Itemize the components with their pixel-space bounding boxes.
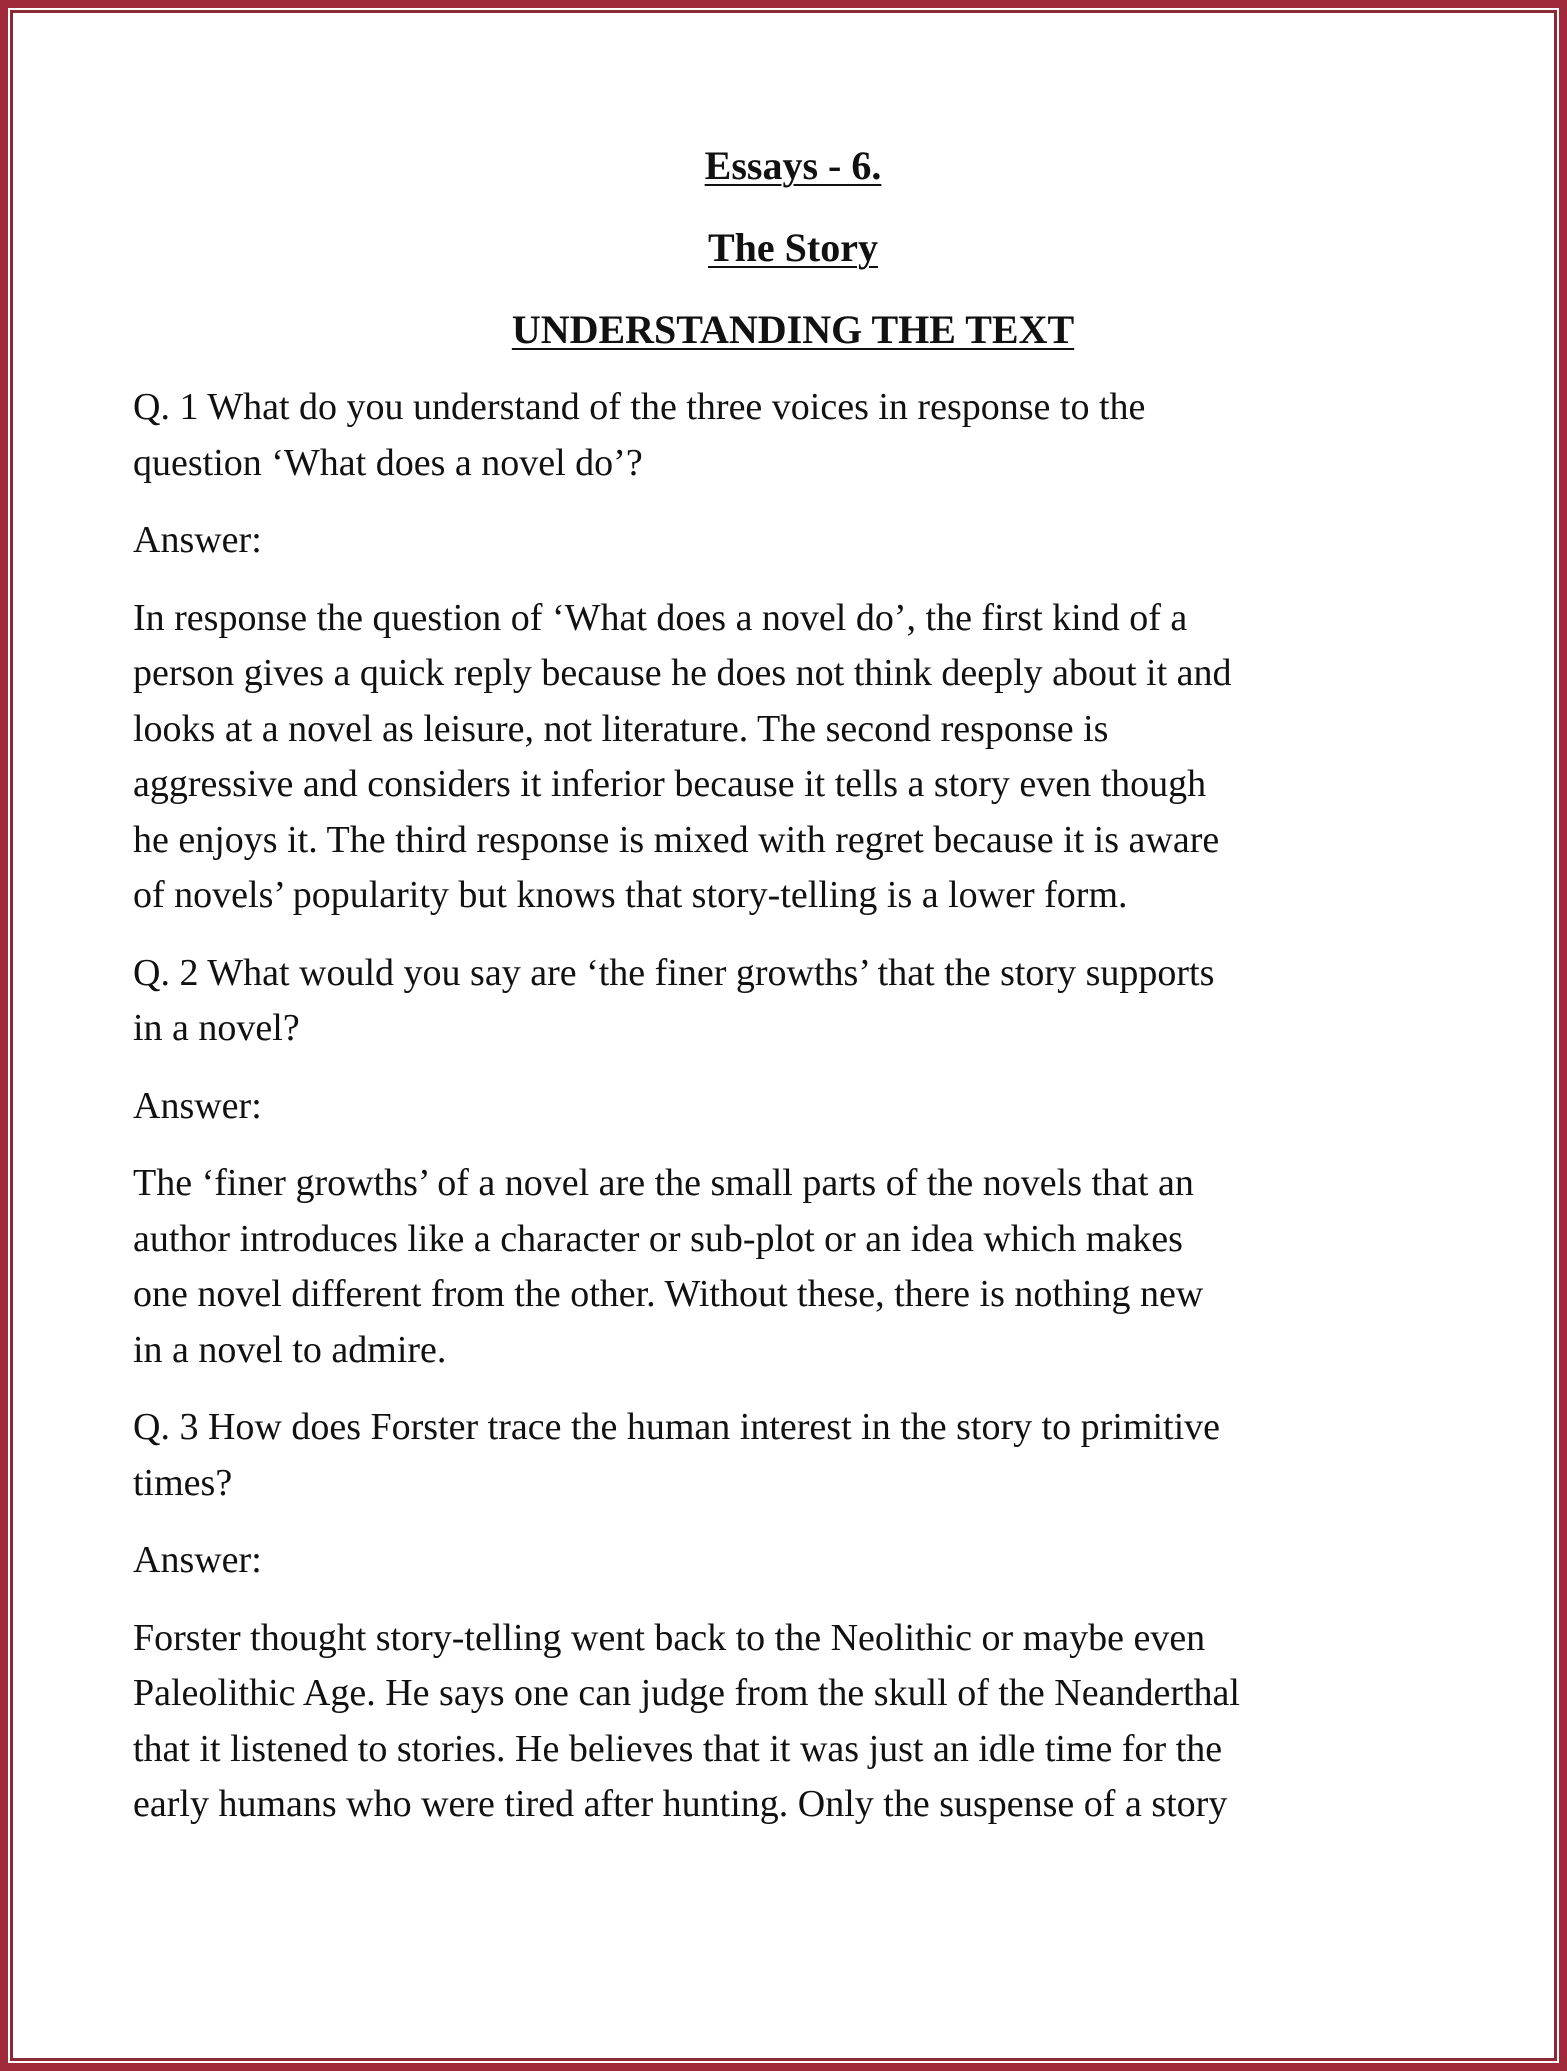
answer-text [133, 591, 1453, 924]
text-line: Q. 3 How does Forster trace the human interest in the story to primitive [133, 1406, 1220, 1448]
text-line: question ‘What does a novel do’? [133, 441, 643, 484]
text-line: Forster thought story-telling went back to the Neolithic or maybe even [133, 1616, 1206, 1659]
essay-title-heading: The Story [708, 225, 878, 270]
text-line: Answer: [133, 1539, 262, 1581]
text-line: author introduces like a character or sub-plot or an idea which makes [133, 1217, 1183, 1260]
text-line: early humans who were tired after hunting. Only the suspense of a story [133, 1783, 1228, 1825]
answer-text [133, 1611, 1453, 1833]
text-line: aggressive and considers it inferior because it tells a story even though [133, 763, 1207, 805]
text-line: that it listened to stories. He believes that it was just an idle time for the [133, 1727, 1223, 1770]
section-heading: UNDERSTANDING THE TEXT [511, 307, 1075, 352]
text-line: in a novel? [133, 1007, 300, 1049]
text-line: The ‘finer growths’ of a novel are the small parts of the novels that an [133, 1162, 1194, 1204]
document-content [133, 136, 1453, 1833]
text-line: of novels’ popularity but knows that story-telling is a lower form. [133, 874, 1128, 916]
text-line: one novel different from the other. Without these, there is nothing new [133, 1273, 1204, 1315]
text-line: Answer: [133, 519, 262, 561]
answer-label [133, 1079, 1453, 1135]
answer-label [133, 1533, 1453, 1589]
text-line: Q. 1 What do you understand of the three voices in response to the [133, 386, 1146, 428]
essay-number-heading: Essays - 6. [704, 143, 882, 188]
text-line: Paleolithic Age. He says one can judge from the skull of the Neanderthal [133, 1672, 1240, 1714]
text-line: In response the question of ‘What does a novel do’, the first kind of a [133, 596, 1188, 639]
text-line: Q. 2 What would you say are ‘the finer growths’ that the story supports [133, 951, 1215, 994]
text-line: person gives a quick reply because he does not think deeply about it and [133, 652, 1232, 694]
question-text [133, 380, 1453, 491]
question-text [133, 946, 1453, 1057]
question-answer-list [133, 380, 1453, 1833]
text-line: times? [133, 1461, 233, 1504]
text-line: looks at a novel as leisure, not literature. The second response is [133, 707, 1109, 750]
text-line: he enjoys it. The third response is mixed with regret because it is aware [133, 818, 1220, 861]
text-line: in a novel to admire. [133, 1328, 447, 1371]
text-line: Answer: [133, 1084, 262, 1127]
answer-label [133, 513, 1453, 569]
answer-text [133, 1156, 1453, 1378]
question-text [133, 1400, 1453, 1511]
